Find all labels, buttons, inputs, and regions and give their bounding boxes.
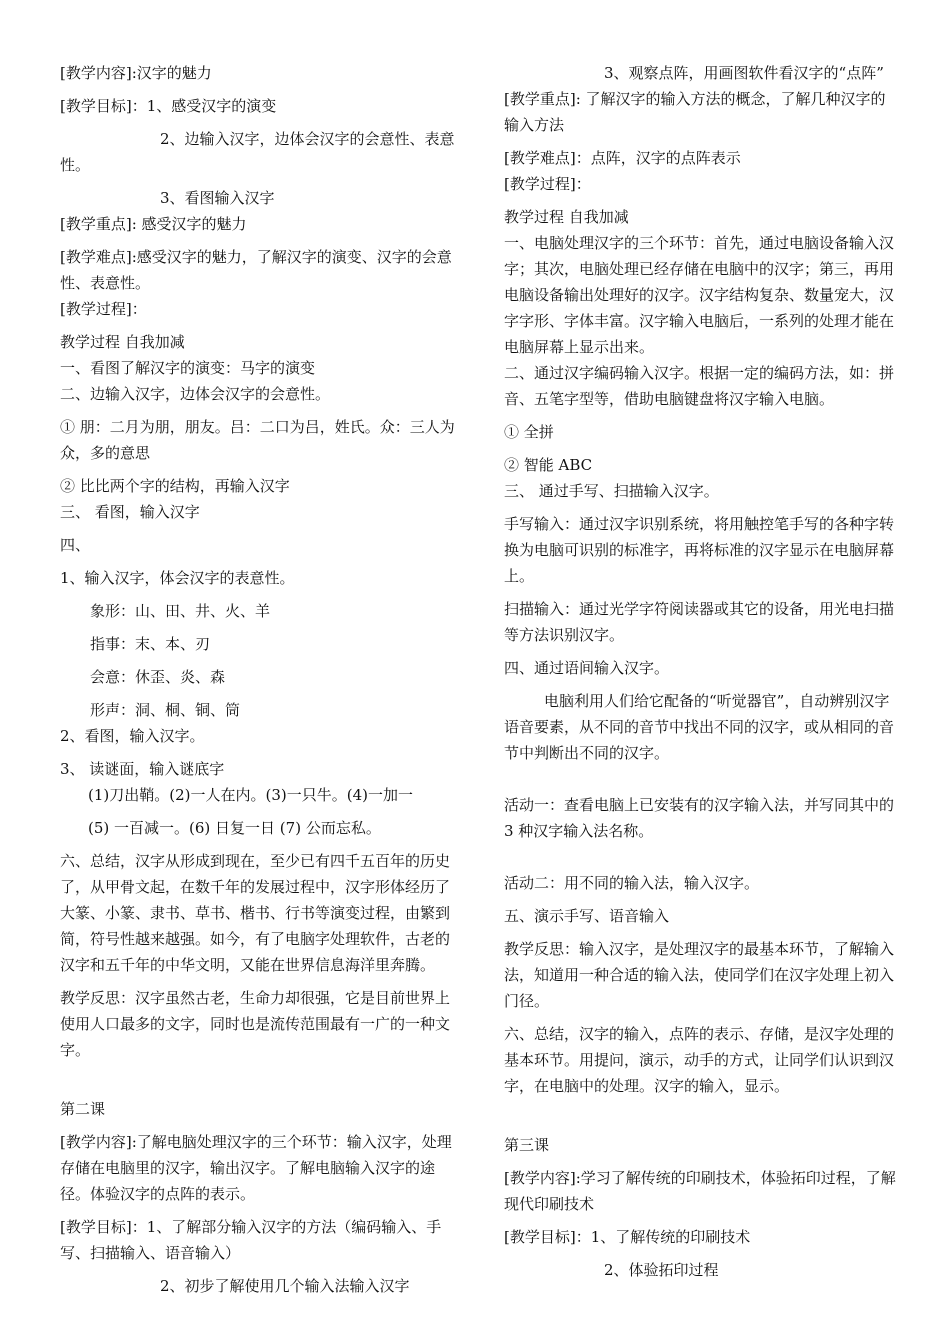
lesson-2-step-1: 一、电脑处理汉字的三个环节：首先，通过电脑设备输入汉字；其次，电脑处理已经存储在电脑中的汉字；第三，再用电脑设备输出处理好的汉字。汉字结构复杂、数量宠大，汉字字形、字体丰富。汉字输入电脑后，一系列的处理才能在电脑屏幕上显示出来。	[504, 234, 895, 356]
lesson-2-step-2: 二、通过汉字编码输入汉字。根据一定的编码方法，如：拼音、五笔字型等，借助电脑键盘将汉字输入电脑。	[504, 364, 895, 408]
step-1: 一、看图了解汉字的演变：马字的演变	[60, 359, 316, 377]
teaching-content: [教学内容]:汉字的魅力	[60, 64, 212, 82]
reflection-2: 教学反思：输入汉字，是处理汉字的最基本环节，了解输入法，知道用一种合适的输入法，使同学们在汉字处理上初入门径。	[504, 940, 895, 1010]
step-4-item-1: 1、输入汉字，体会汉字的表意性。	[60, 569, 295, 587]
summary-2: 六、总结，汉字的输入，点阵的表示、存储，是汉字处理的基本环节。用提问，演示，动手的方式，让同学们认识到汉字，在电脑中的处理。汉字的输入，显示。	[504, 1025, 895, 1095]
lesson-2-content: [教学内容]:了解电脑处理汉字的三个环节：输入汉字，处理存储在电脑里的汉字，输出汉字。了解电脑输入汉字的途径。体验汉字的点阵的表示。	[60, 1133, 452, 1203]
step-4-item-3: 3、 读谜面，输入谜底字	[60, 760, 225, 778]
lesson-2-title: 第二课	[60, 1100, 106, 1118]
lesson-2-difficulty: [教学难点]：点阵，汉字的点阵表示	[504, 149, 741, 167]
activity-1: 活动一：查看电脑上已安装有的汉字输入法，并写同其中的 3 种汉字输入法名称。	[504, 796, 899, 840]
reflection-1: 教学反思：汉字虽然古老，生命力却很强，它是目前世界上使用人口最多的文字，同时也是流传范围最有一广的一种文字。	[60, 989, 451, 1059]
riddles-line-1: (1)刀出鞘。(2)一人在内。(3)一只牛。(4)一加一	[88, 786, 413, 804]
lesson-2-step-4: 四、通过语间输入汉字。	[504, 659, 670, 677]
indicative-row: 指事：末、本、刃	[90, 635, 211, 653]
teaching-process-label: [教学过程]：	[60, 300, 147, 318]
teaching-goal-2: 2、边输入汉字，边体会汉字的会意性、表意性。	[60, 130, 455, 174]
input-method-abc: ② 智能 ABC	[504, 456, 593, 474]
lesson-2-goal-2: 2、初步了解使用几个输入法输入汉字	[160, 1277, 410, 1295]
lesson-2-step-3: 三、 通过手写、扫描输入汉字。	[504, 482, 719, 500]
lesson-3-title: 第三课	[504, 1136, 550, 1154]
step-4: 四、	[60, 536, 91, 554]
step-3: 三、 看图，输入汉字	[60, 503, 200, 521]
step-4-item-2: 2、看图，输入汉字。	[60, 727, 205, 745]
lesson-2-focus: [教学重点]: 了解汉字的输入方法的概念，了解几种汉字的输入方法	[504, 90, 886, 134]
teaching-goal-1: [教学目标]：1、感受汉字的演变	[60, 97, 277, 115]
pictograph-row: 象形：山、田、井、火、羊	[90, 602, 271, 620]
scan-input: 扫描输入：通过光学字符阅读器或其它的设备，用光电扫描等方法识别汉字。	[504, 600, 895, 644]
summary-1: 六、总结，汉字从形成到现在，至少已有四千五百年的历史了，从甲骨文起，在数千年的发展过程中，汉字形体经历了大篆、小篆、隶书、草书、楷书、行书等演变过程，由繁到简，符号性越来越强。如今，有了电脑字处理软件，古老的汉字和五千年的中华文明，又能在世界信息海洋里奔腾。	[60, 852, 451, 974]
process-title: 教学过程 自我加减	[60, 333, 185, 351]
left-column	[60, 60, 455, 1299]
lesson-2-process-title: 教学过程 自我加减	[504, 208, 629, 226]
activity-2: 活动二：用不同的输入法，输入汉字。	[504, 874, 760, 892]
lesson-2-step-5: 五、演示手写、语音输入	[504, 907, 670, 925]
teaching-difficulty: [教学难点]:感受汉字的魅力，了解汉字的演变、汉字的会意性、表意性。	[60, 248, 452, 292]
ideograph-row: 会意：休歪、炎、森	[90, 668, 226, 686]
input-method-quanpin: ① 全拼	[504, 423, 554, 441]
handwriting-input: 手写输入：通过汉字识别系统，将用触控笔手写的各种字转换为电脑可识别的标准字，再将标准的汉字显示在电脑屏幕上。	[504, 515, 895, 585]
teaching-goal-3: 3、看图输入汉字	[160, 189, 275, 207]
lesson-3-goal-1: [教学目标]：1、了解传统的印刷技术	[504, 1228, 751, 1246]
lesson-3-content: [教学内容]:学习了解传统的印刷技术，体验拓印过程，了解现代印刷技术	[504, 1169, 896, 1213]
speech-input: 电脑利用人们给它配备的“听觉器官”，自动辨别汉字语音要素，从不同的音节中找出不同的汉字，或从相同的音节中判断出不同的汉字。	[504, 692, 895, 762]
teaching-focus: [教学重点]: 感受汉字的魅力	[60, 215, 247, 233]
lesson-2-goal-1: [教学目标]：1、了解部分输入汉字的方法（编码输入、手写、扫描输入、语音输入）	[60, 1218, 442, 1262]
step-2-item-1: ① 朋：二月为朋，朋友。吕：二口为吕，姓氏。众：三人为众，多的意思	[60, 418, 455, 462]
lesson-3-goal-2: 2、体验拓印过程	[604, 1261, 719, 1279]
right-column	[504, 60, 899, 1283]
lesson-2-process-label: [教学过程]：	[504, 175, 591, 193]
step-2: 二、边输入汉字，边体会汉字的会意性。	[60, 385, 331, 403]
phonetic-row: 形声：洞、桐、铜、筒	[90, 701, 241, 719]
riddles-line-2: (5) 一百减一。(6) 日复一日 (7) 公而忘私。	[88, 819, 381, 837]
step-2-item-2: ② 比比两个字的结构，再输入汉字	[60, 477, 290, 495]
lesson-2-goal-3: 3、观察点阵，用画图软件看汉字的“点阵”	[604, 64, 884, 82]
